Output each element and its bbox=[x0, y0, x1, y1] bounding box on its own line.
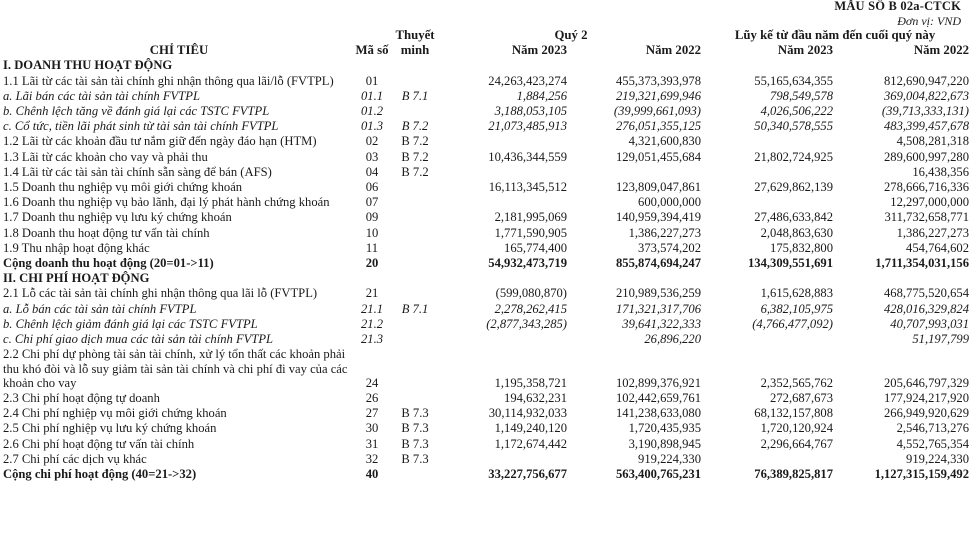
row-ytd-year1: (4,766,477,092) bbox=[752, 316, 834, 331]
table-row bbox=[3, 119, 969, 134]
row-q2-year1: 33,227,756,677 bbox=[488, 467, 567, 482]
row-note: B 7.2 bbox=[401, 134, 429, 149]
row-q2-year2: 140,959,394,419 bbox=[616, 210, 702, 225]
table-body bbox=[3, 58, 969, 482]
row-ytd-year2: 40,707,993,031 bbox=[890, 316, 970, 331]
row-q2-year1: 165,774,400 bbox=[504, 240, 567, 255]
row-ytd-year2: 1,127,315,159,492 bbox=[874, 467, 970, 482]
row-code: 03 bbox=[365, 149, 379, 164]
column-header-q2-year2: Năm 2022 bbox=[645, 43, 702, 58]
row-ytd-year2: 454,764,602 bbox=[906, 240, 970, 255]
row-ytd-year2: 278,666,716,336 bbox=[884, 180, 970, 195]
row-note bbox=[389, 317, 441, 332]
row-ytd-year2: 311,732,658,771 bbox=[884, 210, 970, 225]
row-q2-year2: 129,051,455,684 bbox=[616, 149, 702, 164]
row-q2-year2: 1,720,435,935 bbox=[628, 421, 702, 436]
row-code: 27 bbox=[365, 406, 379, 421]
table-row bbox=[3, 195, 969, 210]
row-code bbox=[355, 271, 389, 286]
row-ytd-year2: 1,386,227,273 bbox=[896, 225, 970, 240]
row-code: 40 bbox=[365, 467, 379, 482]
row-q2-year1: 3,188,053,105 bbox=[494, 104, 567, 119]
row-ytd-year2: 289,600,997,280 bbox=[884, 149, 970, 164]
row-q2-year1: 21,073,485,913 bbox=[488, 119, 567, 134]
row-q2-year1 bbox=[441, 195, 567, 210]
row-ytd-year1: 798,549,578 bbox=[770, 88, 834, 103]
row-q2-year1 bbox=[441, 271, 567, 286]
row-code bbox=[355, 58, 389, 73]
row-ytd-year2 bbox=[833, 58, 969, 73]
row-label: a. Lãi bán các tài sản tài chính FVTPL bbox=[3, 88, 200, 103]
document-meta bbox=[0, 0, 971, 28]
row-ytd-year1: 50,340,578,555 bbox=[754, 119, 834, 134]
column-header-ytd-year1: Năm 2023 bbox=[777, 43, 834, 58]
row-note bbox=[389, 271, 441, 286]
table-row bbox=[3, 74, 969, 89]
row-q2-year1 bbox=[441, 452, 567, 467]
row-code: 21.1 bbox=[360, 301, 384, 316]
row-label: I. DOANH THU HOẠT ĐỘNG bbox=[3, 58, 173, 73]
row-q2-year2: 563,400,765,231 bbox=[616, 467, 702, 482]
row-q2-year2: 276,051,355,125 bbox=[616, 119, 702, 134]
currency-unit: Đơn vị: VND bbox=[897, 14, 961, 28]
row-q2-year1: 1,884,256 bbox=[516, 88, 567, 103]
row-note bbox=[389, 347, 441, 391]
row-note: B 7.3 bbox=[401, 436, 429, 451]
row-code: 20 bbox=[365, 256, 379, 271]
column-group-ytd: Lũy kế từ đầu năm đến cuối quý này bbox=[734, 28, 936, 42]
column-group-quarter: Quý 2 bbox=[554, 28, 588, 42]
row-note bbox=[389, 58, 441, 73]
row-code: 06 bbox=[365, 180, 379, 195]
row-ytd-year2: 468,775,520,654 bbox=[884, 286, 970, 301]
row-q2-year1: 1,149,240,120 bbox=[494, 421, 567, 436]
row-note bbox=[389, 256, 441, 271]
table-row bbox=[3, 226, 969, 241]
row-q2-year2: 26,896,220 bbox=[644, 332, 702, 347]
row-ytd-year2: 369,004,822,673 bbox=[884, 88, 970, 103]
row-label: 2.7 Chi phí các dịch vụ khác bbox=[3, 451, 147, 466]
row-q2-year1: 2,278,262,415 bbox=[494, 301, 567, 316]
row-label: 2.4 Chi phí nghiệp vụ môi giới chứng khoán bbox=[3, 406, 227, 421]
row-label: 2.2 Chi phí dự phòng tài sản tài chính, xử lý tổn thất các khoản phải thu khó đòi và lỗ suy giảm tài sản tài chính và chi phí đi vay của các khoản cho vay bbox=[3, 347, 348, 391]
row-q2-year1: 54,932,473,719 bbox=[488, 256, 567, 271]
row-q2-year2 bbox=[567, 271, 701, 286]
row-ytd-year2: 16,438,356 bbox=[912, 164, 970, 179]
row-ytd-year2: 4,508,281,318 bbox=[896, 134, 970, 149]
row-q2-year1: (2,877,343,285) bbox=[486, 316, 567, 331]
row-ytd-year1: 175,832,800 bbox=[770, 240, 834, 255]
income-statement-table bbox=[3, 28, 969, 482]
table-row bbox=[3, 104, 969, 119]
row-ytd-year1: 272,687,673 bbox=[770, 391, 834, 406]
row-q2-year1: 1,172,674,442 bbox=[494, 436, 567, 451]
row-label: Cộng chi phí hoạt động (40=21->32) bbox=[3, 467, 197, 482]
row-ytd-year1: 21,802,724,925 bbox=[754, 149, 834, 164]
row-q2-year1: 10,436,344,559 bbox=[488, 149, 567, 164]
row-q2-year1 bbox=[441, 332, 567, 347]
row-note: B 7.3 bbox=[401, 451, 429, 466]
row-ytd-year1 bbox=[701, 195, 833, 210]
row-code: 01.2 bbox=[360, 104, 384, 119]
row-ytd-year1: 2,048,863,630 bbox=[760, 225, 834, 240]
row-note bbox=[389, 241, 441, 256]
table-row bbox=[3, 421, 969, 436]
row-note bbox=[389, 332, 441, 347]
row-code: 01.3 bbox=[360, 119, 384, 134]
form-code: MẪU SỐ B 02a-CTCK bbox=[834, 0, 961, 13]
row-ytd-year2: 12,297,000,000 bbox=[890, 195, 970, 210]
table-row bbox=[3, 406, 969, 421]
row-code: 30 bbox=[365, 421, 379, 436]
row-ytd-year2 bbox=[833, 271, 969, 286]
row-ytd-year1: 134,309,551,691 bbox=[748, 256, 834, 271]
row-q2-year2: 4,321,600,830 bbox=[628, 134, 702, 149]
row-note bbox=[389, 286, 441, 301]
table-row bbox=[3, 302, 969, 317]
row-label: 1.6 Doanh thu nghiệp vụ bảo lãnh, đại lý phát hành chứng khoán bbox=[3, 195, 330, 210]
row-ytd-year2: 205,646,797,329 bbox=[884, 375, 970, 390]
row-ytd-year2: 428,016,329,824 bbox=[884, 301, 970, 316]
row-q2-year2: (39,999,661,093) bbox=[613, 104, 702, 119]
row-note bbox=[389, 74, 441, 89]
row-note bbox=[389, 210, 441, 225]
row-ytd-year1 bbox=[701, 165, 833, 180]
row-ytd-year1: 1,720,120,924 bbox=[760, 421, 834, 436]
row-q2-year2: 373,574,202 bbox=[638, 240, 702, 255]
row-ytd-year1 bbox=[701, 134, 833, 149]
row-code: 01.1 bbox=[360, 88, 384, 103]
row-note: B 7.3 bbox=[401, 406, 429, 421]
row-ytd-year1: 4,026,506,222 bbox=[760, 104, 834, 119]
row-q2-year1: 1,195,358,721 bbox=[494, 375, 567, 390]
row-q2-year2: 171,321,317,706 bbox=[616, 301, 702, 316]
table-row bbox=[3, 391, 969, 406]
row-code: 21.2 bbox=[360, 316, 384, 331]
column-header-note: Thuyết minh bbox=[395, 28, 435, 58]
row-note bbox=[389, 195, 441, 210]
column-header-ytd-year2: Năm 2022 bbox=[913, 43, 970, 58]
row-q2-year1 bbox=[441, 165, 567, 180]
row-ytd-year2: 4,552,765,354 bbox=[896, 436, 970, 451]
row-code: 10 bbox=[365, 225, 379, 240]
row-ytd-year1: 27,629,862,139 bbox=[754, 180, 834, 195]
row-label: 1.9 Thu nhập hoạt động khác bbox=[3, 240, 150, 255]
row-q2-year2 bbox=[567, 58, 701, 73]
table-row bbox=[3, 150, 969, 165]
row-q2-year2: 455,373,393,978 bbox=[616, 73, 702, 88]
row-note bbox=[389, 226, 441, 241]
row-ytd-year2: 483,399,457,678 bbox=[884, 119, 970, 134]
row-label: 1.7 Doanh thu nghiệp vụ lưu ký chứng khoán bbox=[3, 210, 232, 225]
row-code: 01 bbox=[365, 73, 379, 88]
row-q2-year2: 600,000,000 bbox=[638, 195, 702, 210]
row-q2-year1: (599,080,870) bbox=[495, 286, 567, 301]
row-code: 09 bbox=[365, 210, 379, 225]
row-ytd-year1: 76,389,825,817 bbox=[754, 467, 834, 482]
row-label: 1.1 Lãi từ các tài sản tài chính ghi nhận thông qua lãi/lỗ (FVTPL) bbox=[3, 73, 334, 88]
row-ytd-year1: 27,486,633,842 bbox=[754, 210, 834, 225]
row-ytd-year1: 1,615,628,883 bbox=[760, 286, 834, 301]
table-row bbox=[3, 467, 969, 482]
row-note bbox=[389, 180, 441, 195]
row-code: 32 bbox=[365, 451, 379, 466]
row-note bbox=[389, 391, 441, 406]
row-q2-year1 bbox=[441, 134, 567, 149]
row-ytd-year2: 812,690,947,220 bbox=[884, 73, 970, 88]
table-row bbox=[3, 271, 969, 286]
row-code: 07 bbox=[365, 195, 379, 210]
table-row bbox=[3, 210, 969, 225]
row-q2-year2: 919,224,330 bbox=[638, 451, 702, 466]
row-label: 1.5 Doanh thu nghiệp vụ môi giới chứng khoán bbox=[3, 180, 243, 195]
table-row bbox=[3, 180, 969, 195]
row-ytd-year1 bbox=[701, 271, 833, 286]
table-row bbox=[3, 89, 969, 104]
column-header-label: CHỈ TIÊU bbox=[149, 43, 209, 58]
row-label: 1.4 Lãi từ các tài sản tài chính sẵn sàng để bán (AFS) bbox=[3, 164, 272, 179]
row-q2-year2 bbox=[567, 165, 701, 180]
row-label: 2.3 Chi phí hoạt động tự doanh bbox=[3, 391, 160, 406]
table-row bbox=[3, 286, 969, 301]
row-note: B 7.2 bbox=[401, 149, 429, 164]
row-ytd-year1: 6,382,105,975 bbox=[760, 301, 834, 316]
row-q2-year1: 1,771,590,905 bbox=[494, 225, 567, 240]
row-ytd-year1: 2,352,565,762 bbox=[760, 375, 834, 390]
row-q2-year2: 39,641,322,333 bbox=[622, 316, 702, 331]
row-label: 1.3 Lãi từ các khoản cho vay và phải thu bbox=[3, 149, 208, 164]
row-ytd-year2: (39,713,333,131) bbox=[881, 104, 970, 119]
row-label: c. Cổ tức, tiền lãi phát sinh từ tài sản tài chính FVTPL bbox=[3, 119, 279, 134]
row-q2-year2: 855,874,694,247 bbox=[616, 256, 702, 271]
row-q2-year2: 102,899,376,921 bbox=[616, 375, 702, 390]
table-row bbox=[3, 241, 969, 256]
row-label: c. Chi phí giao dịch mua các tài sản tài chính FVTPL bbox=[3, 332, 274, 347]
row-ytd-year2: 51,197,799 bbox=[912, 332, 970, 347]
row-q2-year2: 123,809,047,861 bbox=[616, 180, 702, 195]
row-label: Cộng doanh thu hoạt động (20=01->11) bbox=[3, 256, 214, 271]
row-q2-year2: 210,989,536,259 bbox=[616, 286, 702, 301]
table-header bbox=[3, 28, 969, 58]
row-q2-year1: 16,113,345,512 bbox=[488, 180, 567, 195]
table-row bbox=[3, 317, 969, 332]
row-ytd-year2: 1,711,354,031,156 bbox=[875, 256, 970, 271]
row-note: B 7.1 bbox=[401, 301, 429, 316]
row-note: B 7.2 bbox=[401, 164, 429, 179]
row-code: 04 bbox=[365, 164, 379, 179]
row-q2-year1: 194,632,231 bbox=[504, 391, 567, 406]
row-code: 26 bbox=[365, 391, 379, 406]
row-code: 21 bbox=[365, 286, 379, 301]
row-note bbox=[389, 467, 441, 482]
row-note: B 7.2 bbox=[401, 119, 429, 134]
table-row bbox=[3, 332, 969, 347]
row-q2-year2: 219,321,699,946 bbox=[616, 88, 702, 103]
row-q2-year2: 1,386,227,273 bbox=[628, 225, 702, 240]
table-row bbox=[3, 165, 969, 180]
row-label: 2.6 Chi phí hoạt động tư vấn tài chính bbox=[3, 436, 195, 451]
row-q2-year2: 102,442,659,761 bbox=[616, 391, 702, 406]
row-note: B 7.3 bbox=[401, 421, 429, 436]
row-q2-year2: 3,190,898,945 bbox=[628, 436, 702, 451]
table-row bbox=[3, 256, 969, 271]
table-row bbox=[3, 347, 969, 391]
column-header-code: Mã số bbox=[355, 43, 389, 58]
row-label: 1.8 Doanh thu hoạt động tư vấn tài chính bbox=[3, 225, 210, 240]
row-code: 31 bbox=[365, 436, 379, 451]
row-label: a. Lỗ bán các tài sản tài chính FVTPL bbox=[3, 301, 197, 316]
row-label: 2.1 Lỗ các tài sản tài chính ghi nhận thông qua lãi lỗ (FVTPL) bbox=[3, 286, 318, 301]
table-row bbox=[3, 134, 969, 149]
row-ytd-year2: 919,224,330 bbox=[906, 451, 970, 466]
row-note: B 7.1 bbox=[401, 88, 429, 103]
row-q2-year1: 30,114,932,033 bbox=[488, 406, 567, 421]
row-q2-year2: 141,238,633,080 bbox=[616, 406, 702, 421]
row-label: b. Chênh lệch giảm đánh giá lại các TSTC FVTPL bbox=[3, 316, 258, 331]
row-q2-year1 bbox=[441, 58, 567, 73]
table-row bbox=[3, 452, 969, 467]
row-ytd-year1: 68,132,157,808 bbox=[754, 406, 834, 421]
row-label: 1.2 Lãi từ các khoản đầu tư nắm giữ đến ngày đáo hạn (HTM) bbox=[3, 134, 317, 149]
table-row bbox=[3, 437, 969, 452]
row-ytd-year1: 55,165,634,355 bbox=[754, 73, 834, 88]
row-ytd-year2: 2,546,713,276 bbox=[896, 421, 970, 436]
row-label: II. CHI PHÍ HOẠT ĐỘNG bbox=[3, 271, 150, 286]
row-label: b. Chênh lệch tăng về đánh giá lại các TSTC FVTPL bbox=[3, 104, 270, 119]
row-note bbox=[389, 104, 441, 119]
row-label: 2.5 Chi phí nghiệp vụ lưu ký chứng khoán bbox=[3, 421, 217, 436]
row-code: 24 bbox=[365, 375, 379, 390]
row-code: 21.3 bbox=[360, 332, 384, 347]
row-ytd-year1 bbox=[701, 58, 833, 73]
column-header-q2-year1: Năm 2023 bbox=[511, 43, 567, 58]
row-ytd-year1 bbox=[701, 332, 833, 347]
row-ytd-year2: 266,949,920,629 bbox=[884, 406, 970, 421]
row-code: 02 bbox=[365, 134, 379, 149]
row-q2-year1: 2,181,995,069 bbox=[494, 210, 567, 225]
table-row bbox=[3, 58, 969, 73]
row-ytd-year1: 2,296,664,767 bbox=[760, 436, 834, 451]
row-ytd-year2: 177,924,217,920 bbox=[884, 391, 970, 406]
row-q2-year1: 24,263,423,274 bbox=[488, 73, 567, 88]
row-code: 11 bbox=[365, 240, 379, 255]
row-ytd-year1 bbox=[701, 452, 833, 467]
